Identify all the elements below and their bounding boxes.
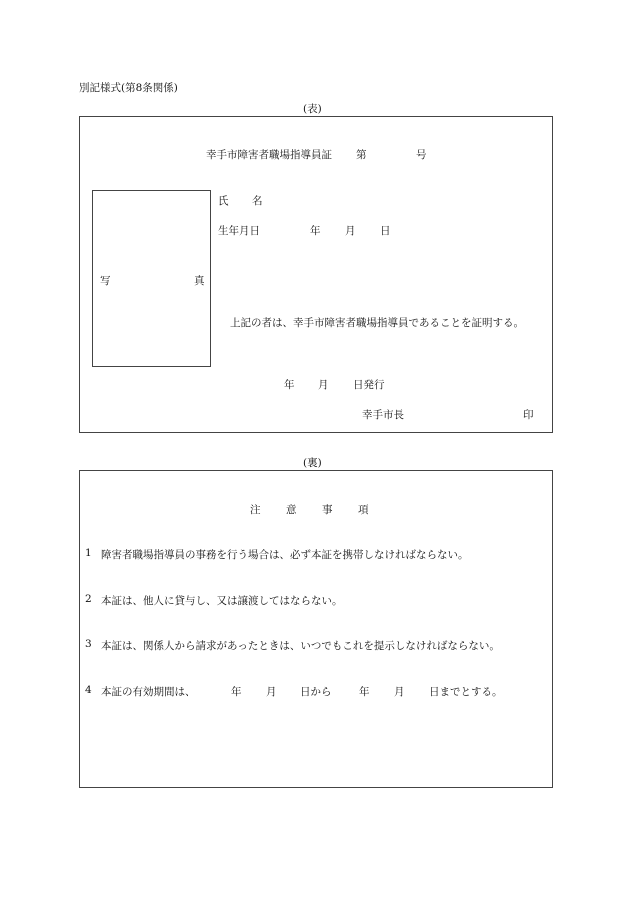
item-1-text: 障害者職場指導員の事務を行う場合は、必ず本証を携帯しなければならない。: [101, 549, 469, 561]
item-1-num: 1: [85, 547, 92, 559]
item-4-year-1: 年: [231, 686, 242, 698]
certify-text: 上記の者は、幸手市障害者職場指導員であることを証明する。: [230, 317, 524, 329]
photo-label-left: 写: [100, 275, 111, 287]
seal-mark: 印: [523, 409, 534, 421]
item-2-text: 本証は、他人に貸与し、又は譲渡してはならない。: [101, 595, 343, 607]
back-heading-1: 注: [250, 504, 261, 516]
front-title-dai: 第: [356, 149, 367, 161]
item-2-num: 2: [85, 593, 92, 605]
back-card: [79, 470, 553, 788]
photo-label-right: 真: [194, 275, 205, 287]
front-title-go: 号: [416, 149, 427, 161]
front-caption: (表): [303, 103, 322, 115]
back-heading-4: 項: [358, 504, 369, 516]
front-title: 幸手市障害者職場指導員証: [206, 149, 332, 161]
item-4-day-2: 日までとする。: [429, 686, 503, 698]
item-4-prefix: 本証の有効期間は、: [101, 686, 196, 698]
issuer: 幸手市長: [362, 409, 404, 421]
item-4-num: 4: [85, 684, 92, 696]
birth-label: 生年月日: [218, 225, 260, 237]
back-caption: (裏): [303, 457, 322, 469]
name-label-2: 名: [252, 195, 263, 207]
issue-year: 年: [284, 379, 295, 391]
back-heading-3: 事: [322, 504, 333, 516]
birth-year: 年: [310, 225, 321, 237]
issue-day: 日発行: [353, 379, 385, 391]
birth-month: 月: [345, 225, 356, 237]
back-heading-2: 意: [286, 504, 297, 516]
item-4-month-2: 月: [394, 686, 405, 698]
item-4-day-1: 日から: [300, 686, 332, 698]
item-3-num: 3: [85, 638, 92, 650]
issue-month: 月: [318, 379, 329, 391]
form-header: 別記様式(第8条関係): [79, 82, 178, 94]
item-3-text: 本証は、関係人から請求があったときは、いつでもこれを提示しなければならない。: [101, 640, 500, 652]
item-4-year-2: 年: [359, 686, 370, 698]
name-label-1: 氏: [218, 195, 229, 207]
birth-day: 日: [380, 225, 391, 237]
item-4-month-1: 月: [266, 686, 277, 698]
